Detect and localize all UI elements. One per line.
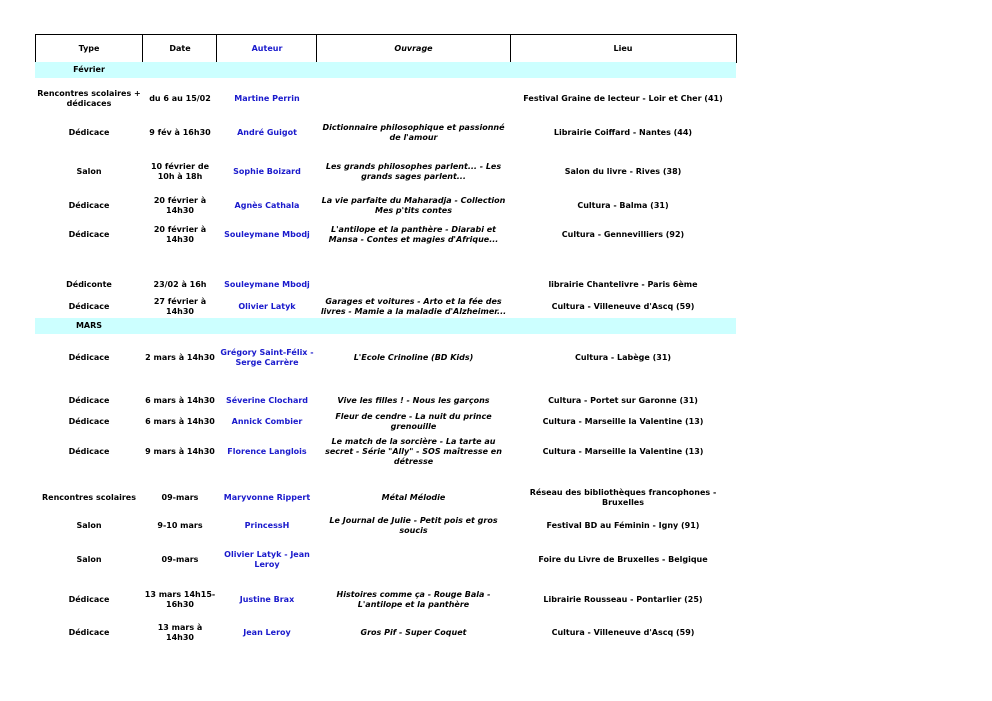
cell-author: Agnès Cathala	[234, 201, 300, 210]
cell-author: Séverine Clochard	[225, 396, 309, 405]
header-author: Auteur	[251, 44, 283, 53]
cell-date: 6 mars à 14h30	[145, 396, 215, 405]
cell-type: Dédicace	[68, 302, 110, 311]
cell-type: Dédicace	[68, 595, 110, 604]
cell-work: Garages et voitures - Arto et la fée des livres - Mamie a la maladie d'Alzheimer...	[320, 297, 507, 316]
header-type: Type	[78, 44, 100, 53]
cell-place: Cultura - Marseille la Valentine (13)	[542, 417, 704, 426]
cell-date: 23/02 à 16h	[153, 280, 207, 289]
cell-type: Dédiconte	[66, 280, 112, 289]
cell-date: 20 février à 14h30	[153, 196, 207, 215]
cell-type: Dédicace	[68, 201, 110, 210]
cell-place: Réseau des bibliothèques francophones - Bruxelles	[529, 488, 717, 507]
cell-author: Maryvonne Rippert	[223, 493, 311, 502]
cell-place: Librairie Coiffard - Nantes (44)	[553, 128, 693, 137]
cell-type: Dédicace	[68, 230, 110, 239]
section-band-february	[35, 62, 736, 78]
header-date: Date	[169, 44, 191, 53]
cell-place: Librairie Rousseau - Pontarlier (25)	[543, 595, 703, 604]
cell-author: Souleymane Mbodj	[224, 280, 310, 289]
cell-place: Festival BD au Féminin - Igny (91)	[546, 521, 700, 530]
cell-place: Cultura - Labège (31)	[574, 353, 672, 362]
cell-type: Dédicace	[68, 128, 110, 137]
cell-date: 9 mars à 14h30	[145, 447, 215, 456]
cell-work: Métal Mélodie	[381, 493, 446, 502]
cell-date: du 6 au 15/02	[149, 94, 211, 103]
cell-place: Cultura - Gennevilliers (92)	[561, 230, 685, 239]
cell-type: Dédicace	[68, 417, 110, 426]
cell-work: Les grands philosophes parlent... - Les grands sages parlent...	[325, 162, 502, 181]
cell-author: Florence Langlois	[227, 447, 307, 456]
cell-work: Vive les filles ! - Nous les garçons	[337, 396, 490, 405]
cell-place: Cultura - Villeneuve d'Ascq (59)	[551, 628, 695, 637]
cell-date: 10 février de 10h à 18h	[150, 162, 210, 181]
cell-place: Cultura - Villeneuve d'Ascq (59)	[551, 302, 695, 311]
cell-author: Jean Leroy	[243, 628, 291, 637]
cell-date: 9-10 mars	[157, 521, 203, 530]
cell-author: Olivier Latyk	[238, 302, 296, 311]
cell-work: Le match de la sorcière - La tarte au secret - Série "Ally" - SOS maîtresse en détresse	[325, 437, 502, 466]
cell-place: Cultura - Marseille la Valentine (13)	[542, 447, 704, 456]
cell-date: 20 février à 14h30	[153, 225, 207, 244]
cell-type: Salon	[76, 555, 102, 564]
cell-place: Cultura - Balma (31)	[577, 201, 669, 210]
cell-type: Dédicace	[68, 353, 110, 362]
header-place: Lieu	[613, 44, 633, 53]
cell-work: Le Journal de Julie - Petit pois et gros soucis	[329, 516, 498, 535]
cell-date: 13 mars 14h15-16h30	[144, 590, 216, 609]
cell-place: Salon du livre - Rives (38)	[564, 167, 682, 176]
cell-author: Olivier Latyk - Jean Leroy	[224, 550, 310, 569]
cell-type: Dédicace	[68, 447, 110, 456]
cell-author: Grégory Saint-Félix - Serge Carrère	[220, 348, 314, 367]
cell-place: Foire du Livre de Bruxelles - Belgique	[538, 555, 708, 564]
cell-author: Martine Perrin	[234, 94, 300, 103]
cell-work: L'antilope et la panthère - Diarabi et Mansa - Contes et magies d'Afrique...	[328, 225, 499, 244]
cell-work: Dictionnaire philosophique et passionné de l'amour	[322, 123, 505, 142]
cell-type: Salon	[76, 521, 102, 530]
cell-work: Histoires comme ça - Rouge Bala - L'antilope et la panthère	[336, 590, 491, 609]
header-work: Ouvrage	[394, 44, 433, 53]
cell-type: Rencontres scolaires + dédicaces	[37, 89, 141, 108]
cell-author: André Guigot	[237, 128, 297, 137]
cell-place: Cultura - Portet sur Garonne (31)	[548, 396, 698, 405]
cell-work: La vie parfaite du Maharadja - Collection Mes p'tits contes	[321, 196, 506, 215]
cell-date: 6 mars à 14h30	[145, 417, 215, 426]
cell-date: 09-mars	[161, 555, 199, 564]
cell-author: PrincessH	[244, 521, 290, 530]
cell-type: Salon	[76, 167, 102, 176]
cell-place: Festival Graine de lecteur - Loir et Cher (41)	[523, 94, 723, 103]
cell-type: Dédicace	[68, 628, 110, 637]
cell-author: Justine Brax	[239, 595, 295, 604]
cell-date: 27 février à 14h30	[153, 297, 207, 316]
cell-date: 09-mars	[161, 493, 199, 502]
cell-type: Rencontres scolaires	[42, 493, 136, 502]
cell-place: librairie Chantelivre - Paris 6ème	[548, 280, 698, 289]
cell-author: Annick Combier	[231, 417, 303, 426]
cell-work: Gros Pif - Super Coquet	[360, 628, 467, 637]
cell-date: 13 mars à 14h30	[157, 623, 203, 642]
cell-work: Fleur de cendre - La nuit du prince grenouille	[335, 412, 492, 431]
cell-author: Souleymane Mbodj	[224, 230, 310, 239]
cell-author: Sophie Boizard	[233, 167, 301, 176]
section-band-march	[35, 318, 736, 334]
section-label: MARS	[75, 321, 103, 330]
cell-date: 9 fév à 16h30	[149, 128, 211, 137]
section-label: Février	[73, 65, 105, 74]
cell-work: L'Ecole Crinoline (BD Kids)	[353, 353, 474, 362]
cell-date: 2 mars à 14h30	[145, 353, 215, 362]
cell-type: Dédicace	[68, 396, 110, 405]
